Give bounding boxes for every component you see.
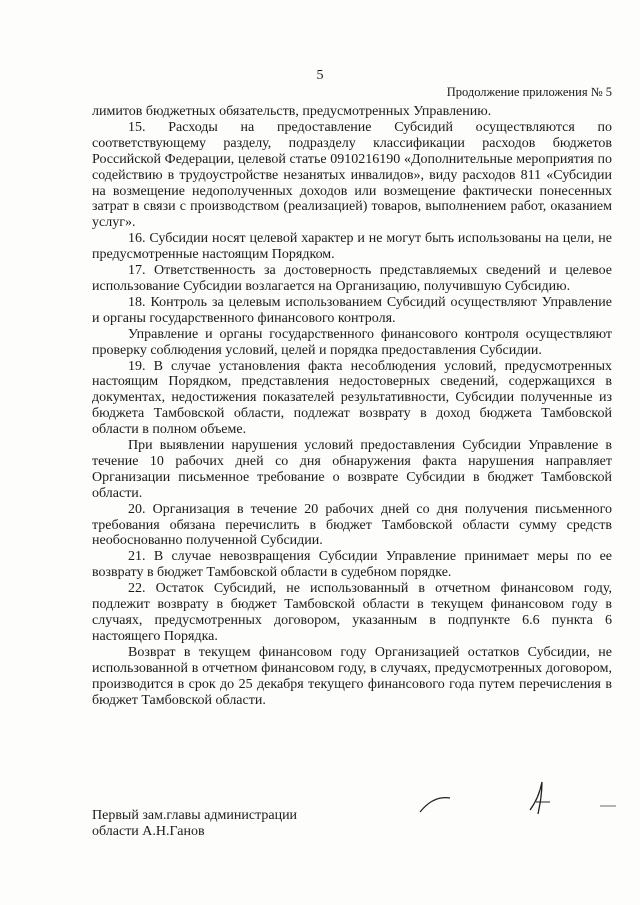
signature-block — [92, 808, 297, 840]
paragraph-19-continued: При выявлении нарушения условий предоставления Субсидии Управление в течение 10 рабочих дней со дня обнаружения факта нарушения направляет Организации письменное требование о возврате Субсидии в бюджет Тамбовской области. — [92, 438, 612, 501]
paragraph-20: 20. Организация в течение 20 рабочих дней со дня получения письменного требования обязана перечислить в бюджет Тамбовской области сумму средств необоснованно полученной Субсидии. — [92, 501, 612, 549]
paragraph-18-continued: Управление и органы государственного финансового контроля осуществляют проверку соблюдения условий, целей и порядка предоставления Субсидии. — [92, 326, 612, 358]
paragraph-22: 22. Остаток Субсидий, не использованный в отчетном финансовом году, подлежит возврату в бюджет Тамбовской области в текущем финансовом году в случаях, предусмотренных договором, указанным в подпункте 6.6 пункта 6 настоящего Порядка. — [92, 581, 612, 644]
handwritten-signature-mark — [390, 772, 620, 822]
paragraph-21: 21. В случае невозвращения Субсидии Управление принимает меры по ее возврату в бюджет Тамбовской области в судебном порядке. — [92, 549, 612, 581]
document-body — [92, 104, 612, 708]
paragraph-limits: лимитов бюджетных обязательств, предусмотренных Управлению. — [92, 104, 492, 119]
page-number: 5 — [316, 68, 324, 83]
paragraph-15: 15. Расходы на предоставление Субсидий осуществляются по соответствующему разделу, подразделу классификации расходов бюджетов Российской Федерации, целевой статье 0910216190 «Дополнительные мероприятия по содействию в трудоустройстве незанятых инвалидов», виду расходов 811 «Субсидии на возмещение недополученных доходов или возмещение фактически понесенных затрат в связи с производством (реализацией) товаров, выполнением работ, оказанием услуг». — [92, 119, 612, 231]
signatory-position: Первый зам.главы администрации — [92, 808, 298, 823]
appendix-continuation-label: Продолжение приложения № 5 — [446, 85, 612, 99]
paragraph-22-continued: Возврат в текущем финансовом году Организацией остатков Субсидии, не использованной в отчетном финансовом году, в случаях, предусмотренных договором, производится в срок до 25 декабря текущего финансового года путем перечисления в бюджет Тамбовской области. — [92, 644, 612, 708]
paragraph-18: 18. Контроль за целевым использованием Субсидий осуществляют Управление и органы государственного финансового контроля. — [92, 294, 612, 326]
paragraph-17: 17. Ответственность за достоверность представляемых сведений и целевое использование Субсидии возлагается на Организацию, получившую Субсидию. — [92, 263, 612, 294]
signatory-name: области А.Н.Ганов — [92, 824, 205, 839]
paragraph-16: 16. Субсидии носят целевой характер и не могут быть использованы на цели, не предусмотренные настоящим Порядком. — [92, 231, 612, 263]
paragraph-19: 19. В случае установления факта несоблюдения условий, предусмотренных настоящим Порядком, представления недостоверных сведений, содержащихся в документах, недостижения показателей результативности, Субсидии полученные из бюджета Тамбовской области, подлежат возврату в доход бюджета Тамбовской области в полном объеме. — [92, 358, 612, 438]
